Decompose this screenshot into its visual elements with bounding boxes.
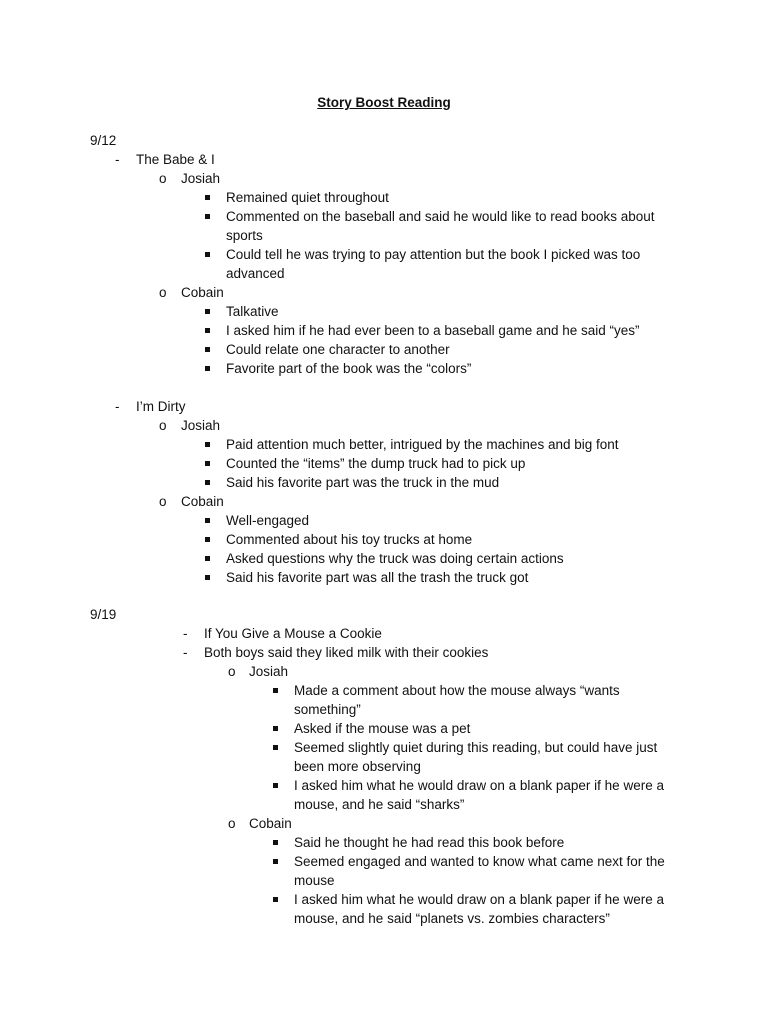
note-text: mouse, and he said “sharks”	[294, 797, 465, 812]
note-text: Counted the “items” the dump truck had to pick up	[226, 456, 526, 471]
circle-bullet: o	[159, 494, 167, 509]
circle-bullet: o	[228, 664, 236, 679]
note-text: something”	[294, 702, 361, 717]
note-line	[0, 511, 768, 530]
square-bullet-icon	[205, 207, 210, 226]
note-text: Commented about his toy trucks at home	[226, 532, 473, 547]
section-date-line	[0, 131, 768, 150]
book-line	[0, 150, 768, 169]
note-line	[0, 435, 768, 454]
book-title: If You Give a Mouse a Cookie	[204, 626, 382, 641]
student-line	[0, 169, 768, 188]
dash-bullet: -	[183, 626, 188, 641]
square-bullet-icon	[273, 776, 278, 795]
note-text: Could tell he was trying to pay attention but the book I picked was too	[226, 247, 641, 262]
student-name: Josiah	[249, 664, 289, 679]
student-line	[0, 283, 768, 302]
note-text: I asked him what he would draw on a blank paper if he were a	[294, 778, 664, 793]
square-bullet-icon	[205, 359, 210, 378]
note-text: I asked him what he would draw on a blank paper if he were a	[294, 892, 664, 907]
note-line	[0, 833, 768, 852]
section-date: 9/19	[90, 607, 117, 622]
note-text: Seemed slightly quiet during this reading, but could have just	[294, 740, 658, 755]
square-bullet-icon	[205, 568, 210, 587]
note-continuation-line	[0, 700, 768, 719]
student-line	[0, 492, 768, 511]
note-line	[0, 321, 768, 340]
square-bullet-icon	[205, 321, 210, 340]
note-continuation-line	[0, 871, 768, 890]
square-bullet-icon	[273, 738, 278, 757]
dash-bullet: -	[115, 399, 120, 414]
note-text: advanced	[226, 266, 285, 281]
square-bullet-icon	[205, 340, 210, 359]
note-line	[0, 340, 768, 359]
book-title: I’m Dirty	[136, 399, 186, 414]
note-text: mouse	[294, 873, 335, 888]
square-bullet-icon	[205, 245, 210, 264]
book-line	[0, 643, 768, 662]
square-bullet-icon	[205, 454, 210, 473]
student-name: Cobain	[181, 494, 224, 509]
note-text: Said he thought he had read this book before	[294, 835, 565, 850]
note-line	[0, 473, 768, 492]
note-text: mouse, and he said “planets vs. zombies characters”	[294, 911, 610, 926]
circle-bullet: o	[228, 816, 236, 831]
note-text: Made a comment about how the mouse always “wants	[294, 683, 620, 698]
circle-bullet: o	[159, 285, 167, 300]
section-date-line	[0, 605, 768, 624]
note-line	[0, 719, 768, 738]
note-continuation-line	[0, 909, 768, 928]
note-line	[0, 302, 768, 321]
note-text: Paid attention much better, intrigued by the machines and big font	[226, 437, 619, 452]
note-line	[0, 776, 768, 795]
student-name: Josiah	[181, 171, 221, 186]
note-text: Asked if the mouse was a pet	[294, 721, 471, 736]
note-line	[0, 568, 768, 587]
section-date: 9/12	[90, 133, 117, 148]
dash-bullet: -	[115, 152, 120, 167]
note-line	[0, 359, 768, 378]
note-line	[0, 681, 768, 700]
note-text: I asked him if he had ever been to a baseball game and he said “yes”	[226, 323, 640, 338]
note-text: been more observing	[294, 759, 421, 774]
student-line	[0, 814, 768, 833]
note-line	[0, 890, 768, 909]
student-line	[0, 662, 768, 681]
note-line	[0, 852, 768, 871]
square-bullet-icon	[273, 890, 278, 909]
note-line	[0, 530, 768, 549]
circle-bullet: o	[159, 171, 167, 186]
note-text: sports	[226, 228, 263, 243]
note-line	[0, 207, 768, 226]
note-text: Said his favorite part was all the trash the truck got	[226, 570, 529, 585]
note-line	[0, 738, 768, 757]
student-line	[0, 416, 768, 435]
student-name: Josiah	[181, 418, 221, 433]
book-line	[0, 397, 768, 416]
square-bullet-icon	[205, 549, 210, 568]
note-line	[0, 454, 768, 473]
student-name: Cobain	[181, 285, 224, 300]
note-continuation-line	[0, 757, 768, 776]
square-bullet-icon	[273, 852, 278, 871]
note-continuation-line	[0, 795, 768, 814]
note-text: Remained quiet throughout	[226, 190, 389, 205]
note-text: Asked questions why the truck was doing certain actions	[226, 551, 564, 566]
square-bullet-icon	[205, 188, 210, 207]
note-continuation-line	[0, 264, 768, 283]
note-line	[0, 188, 768, 207]
note-text: Said his favorite part was the truck in the mud	[226, 475, 500, 490]
note-text: Well-engaged	[226, 513, 310, 528]
square-bullet-icon	[205, 530, 210, 549]
student-name: Cobain	[249, 816, 292, 831]
square-bullet-icon	[273, 719, 278, 738]
note-line	[0, 245, 768, 264]
book-title: The Babe & I	[136, 152, 215, 167]
dash-bullet: -	[183, 645, 188, 660]
note-line	[0, 549, 768, 568]
square-bullet-icon	[205, 511, 210, 530]
square-bullet-icon	[273, 833, 278, 852]
note-continuation-line	[0, 226, 768, 245]
book-title: Both boys said they liked milk with their cookies	[204, 645, 489, 660]
note-text: Seemed engaged and wanted to know what came next for the	[294, 854, 665, 869]
circle-bullet: o	[159, 418, 167, 433]
square-bullet-icon	[205, 473, 210, 492]
book-line	[0, 624, 768, 643]
note-text: Favorite part of the book was the “colors”	[226, 361, 472, 376]
square-bullet-icon	[205, 435, 210, 454]
document-title: Story Boost Reading	[317, 95, 451, 110]
note-text: Could relate one character to another	[226, 342, 450, 357]
square-bullet-icon	[273, 681, 278, 700]
note-text: Talkative	[226, 304, 279, 319]
note-text: Commented on the baseball and said he would like to read books about	[226, 209, 655, 224]
square-bullet-icon	[205, 302, 210, 321]
